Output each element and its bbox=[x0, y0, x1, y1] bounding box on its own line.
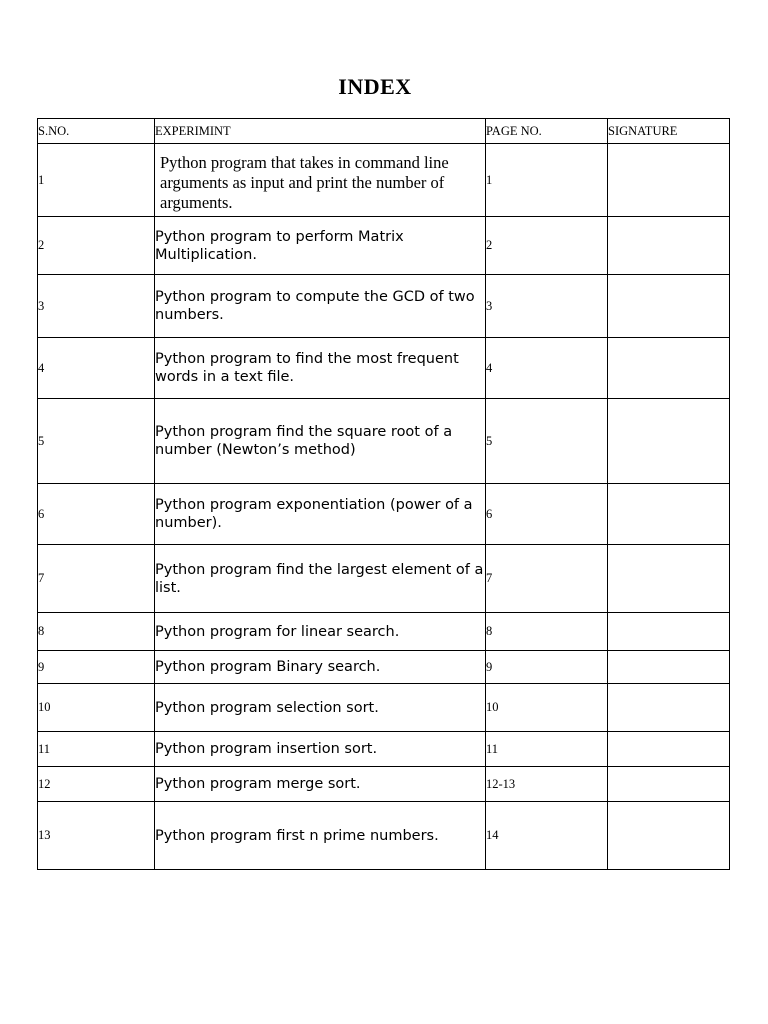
row-sno: 9 bbox=[38, 651, 155, 684]
row-experiment: Python program for linear search. bbox=[155, 613, 486, 651]
row-sno: 7 bbox=[38, 545, 155, 613]
row-page-no: 7 bbox=[486, 545, 608, 613]
row-page-no: 8 bbox=[486, 613, 608, 651]
row-signature bbox=[608, 545, 730, 613]
row-experiment: Python program that takes in command line arguments as input and print the number of arguments. bbox=[155, 144, 486, 217]
row-experiment: Python program first n prime numbers. bbox=[155, 802, 486, 870]
row-signature bbox=[608, 732, 730, 767]
table-row bbox=[38, 217, 730, 275]
index-table bbox=[37, 118, 730, 870]
table-row bbox=[38, 802, 730, 870]
row-signature bbox=[608, 613, 730, 651]
row-page-no: 2 bbox=[486, 217, 608, 275]
row-page-no: 11 bbox=[486, 732, 608, 767]
header-page-no: PAGE NO. bbox=[486, 119, 608, 144]
row-experiment: Python program to compute the GCD of two numbers. bbox=[155, 275, 486, 338]
row-page-no: 1 bbox=[486, 144, 608, 217]
row-page-no: 6 bbox=[486, 484, 608, 545]
row-sno: 5 bbox=[38, 399, 155, 484]
row-experiment: Python program to find the most frequent words in a text file. bbox=[155, 338, 486, 399]
row-signature bbox=[608, 484, 730, 545]
row-experiment: Python program selection sort. bbox=[155, 684, 486, 732]
table-row bbox=[38, 684, 730, 732]
row-experiment: Python program merge sort. bbox=[155, 767, 486, 802]
row-signature bbox=[608, 217, 730, 275]
row-sno: 10 bbox=[38, 684, 155, 732]
row-signature bbox=[608, 651, 730, 684]
row-sno: 8 bbox=[38, 613, 155, 651]
row-sno: 1 bbox=[38, 144, 155, 217]
row-experiment: Python program insertion sort. bbox=[155, 732, 486, 767]
row-signature bbox=[608, 399, 730, 484]
row-page-no: 3 bbox=[486, 275, 608, 338]
page-title: INDEX bbox=[338, 74, 412, 99]
row-page-no: 5 bbox=[486, 399, 608, 484]
header-experiment: EXPERIMINT bbox=[155, 119, 486, 144]
table-row bbox=[38, 338, 730, 399]
row-page-no: 12-13 bbox=[486, 767, 608, 802]
row-sno: 6 bbox=[38, 484, 155, 545]
row-sno: 11 bbox=[38, 732, 155, 767]
table-row bbox=[38, 144, 730, 217]
row-signature bbox=[608, 144, 730, 217]
row-sno: 4 bbox=[38, 338, 155, 399]
row-experiment: Python program find the largest element of a list. bbox=[155, 545, 486, 613]
row-sno: 12 bbox=[38, 767, 155, 802]
table-row bbox=[38, 545, 730, 613]
header-sno: S.NO. bbox=[38, 119, 155, 144]
table-row bbox=[38, 767, 730, 802]
header-signature: SIGNATURE bbox=[608, 119, 730, 144]
row-signature bbox=[608, 275, 730, 338]
table-row bbox=[38, 651, 730, 684]
row-experiment: Python program Binary search. bbox=[155, 651, 486, 684]
row-page-no: 10 bbox=[486, 684, 608, 732]
row-page-no: 14 bbox=[486, 802, 608, 870]
row-sno: 2 bbox=[38, 217, 155, 275]
row-sno: 3 bbox=[38, 275, 155, 338]
row-signature bbox=[608, 338, 730, 399]
table-row bbox=[38, 484, 730, 545]
table-row bbox=[38, 732, 730, 767]
row-signature bbox=[608, 767, 730, 802]
header-row bbox=[38, 119, 730, 144]
row-experiment: Python program to perform Matrix Multiplication. bbox=[155, 217, 486, 275]
table-row bbox=[38, 275, 730, 338]
row-signature bbox=[608, 802, 730, 870]
row-signature bbox=[608, 684, 730, 732]
row-page-no: 9 bbox=[486, 651, 608, 684]
table-row bbox=[38, 613, 730, 651]
row-experiment: Python program find the square root of a number (Newton’s method) bbox=[155, 399, 486, 484]
row-page-no: 4 bbox=[486, 338, 608, 399]
table-row bbox=[38, 399, 730, 484]
row-experiment: Python program exponentiation (power of a number). bbox=[155, 484, 486, 545]
row-sno: 13 bbox=[38, 802, 155, 870]
